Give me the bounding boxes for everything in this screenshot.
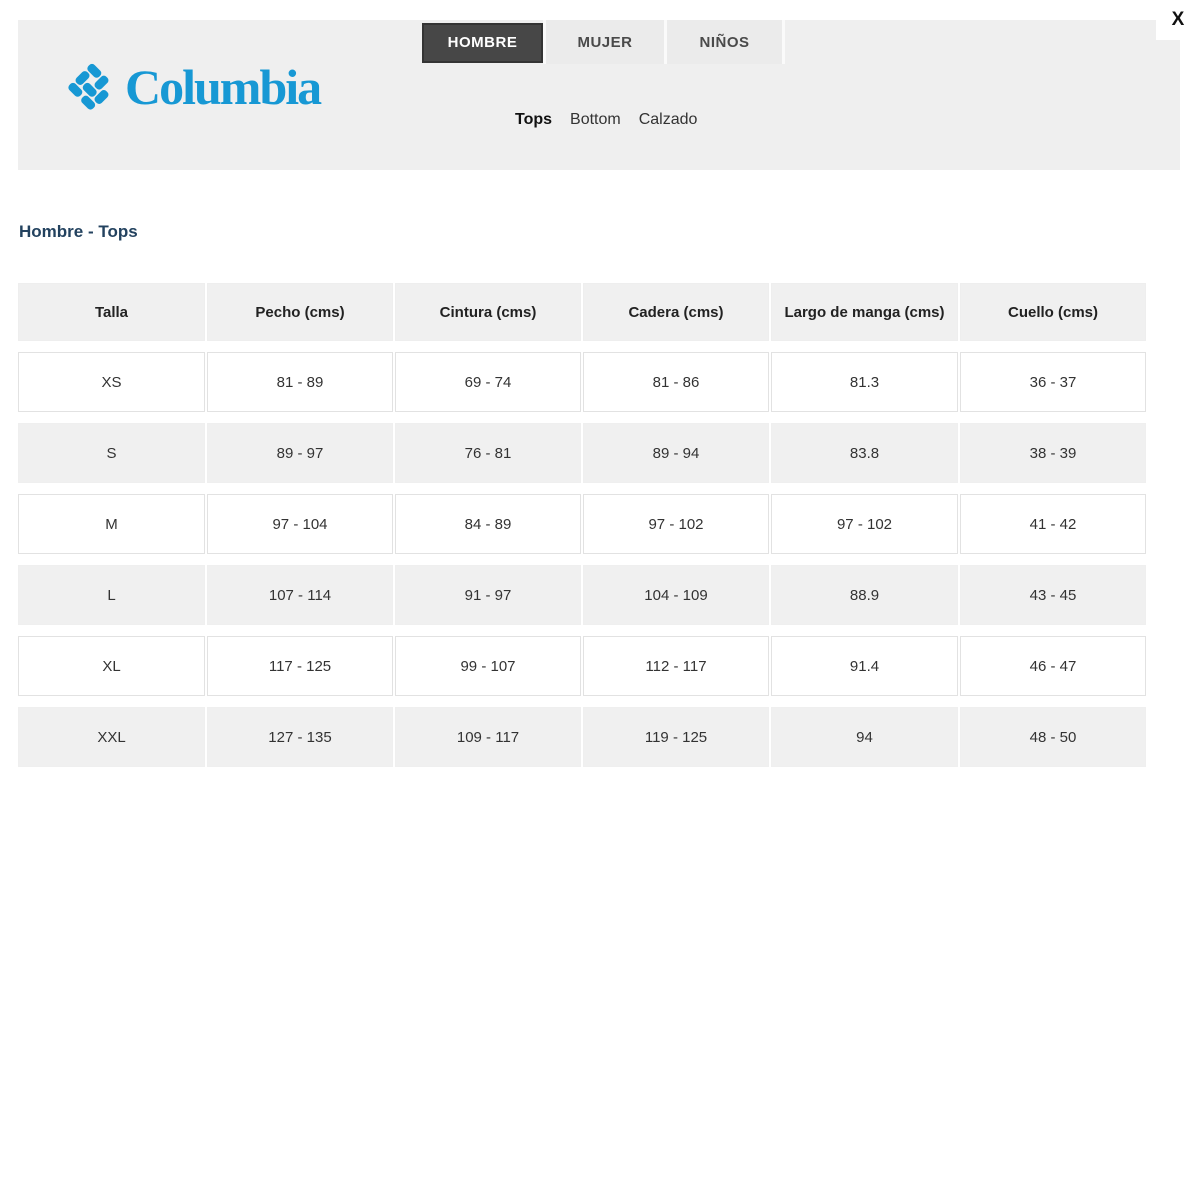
table-row <box>18 494 1146 554</box>
size-label-cell: S <box>18 423 205 483</box>
measurement-cell: 83.8 <box>771 423 958 483</box>
measurement-cell: 48 - 50 <box>960 707 1146 767</box>
header-panel <box>18 20 1180 170</box>
measurement-cell: 88.9 <box>771 565 958 625</box>
measurement-cell: 36 - 37 <box>960 352 1146 412</box>
measurement-cell: 97 - 102 <box>771 494 958 554</box>
size-label-cell: L <box>18 565 205 625</box>
column-header: Cadera (cms) <box>583 283 769 341</box>
measurement-cell: 91.4 <box>771 636 958 696</box>
measurement-cell: 99 - 107 <box>395 636 581 696</box>
size-label-cell: XL <box>18 636 205 696</box>
measurement-cell: 81 - 86 <box>583 352 769 412</box>
size-table-header-row <box>18 283 1146 341</box>
measurement-cell: 119 - 125 <box>583 707 769 767</box>
column-header: Talla <box>18 283 205 341</box>
size-chart-table <box>16 272 1148 778</box>
measurement-cell: 43 - 45 <box>960 565 1146 625</box>
measurement-cell: 112 - 117 <box>583 636 769 696</box>
measurement-cell: 91 - 97 <box>395 565 581 625</box>
measurement-cell: 38 - 39 <box>960 423 1146 483</box>
measurement-cell: 41 - 42 <box>960 494 1146 554</box>
table-row <box>18 636 1146 696</box>
columbia-diamond-icon <box>63 56 121 118</box>
subnav-bottom[interactable]: Bottom <box>570 111 621 128</box>
column-header: Cuello (cms) <box>960 283 1146 341</box>
table-row <box>18 707 1146 767</box>
close-button[interactable]: X <box>1156 0 1200 40</box>
measurement-cell: 127 - 135 <box>207 707 393 767</box>
measurement-cell: 117 - 125 <box>207 636 393 696</box>
column-header: Largo de manga (cms) <box>771 283 958 341</box>
column-header: Pecho (cms) <box>207 283 393 341</box>
gender-tabs <box>422 20 785 64</box>
subnav-tops[interactable]: Tops <box>515 111 553 128</box>
size-label-cell: XXL <box>18 707 205 767</box>
tab-mujer[interactable]: MUJER <box>543 20 664 64</box>
tab-ninos[interactable]: NIÑOS <box>664 20 785 64</box>
measurement-cell: 89 - 97 <box>207 423 393 483</box>
measurement-cell: 84 - 89 <box>395 494 581 554</box>
columbia-wordmark: Columbia <box>125 59 321 115</box>
measurement-cell: 109 - 117 <box>395 707 581 767</box>
measurement-cell: 97 - 104 <box>207 494 393 554</box>
table-row <box>18 352 1146 412</box>
measurement-cell: 94 <box>771 707 958 767</box>
columbia-logo <box>63 56 320 118</box>
size-label-cell: XS <box>18 352 205 412</box>
measurement-cell: 89 - 94 <box>583 423 769 483</box>
measurement-cell: 81 - 89 <box>207 352 393 412</box>
size-label-cell: M <box>18 494 205 554</box>
subnav-calzado[interactable]: Calzado <box>638 111 698 128</box>
table-row <box>18 423 1146 483</box>
tab-hombre[interactable]: HOMBRE <box>422 23 543 63</box>
measurement-cell: 46 - 47 <box>960 636 1146 696</box>
measurement-cell: 69 - 74 <box>395 352 581 412</box>
measurement-cell: 97 - 102 <box>583 494 769 554</box>
measurement-cell: 76 - 81 <box>395 423 581 483</box>
page-title: Hombre - Tops <box>19 222 138 241</box>
category-subnav <box>506 107 706 133</box>
measurement-cell: 107 - 114 <box>207 565 393 625</box>
column-header: Cintura (cms) <box>395 283 581 341</box>
table-row <box>18 565 1146 625</box>
measurement-cell: 81.3 <box>771 352 958 412</box>
measurement-cell: 104 - 109 <box>583 565 769 625</box>
